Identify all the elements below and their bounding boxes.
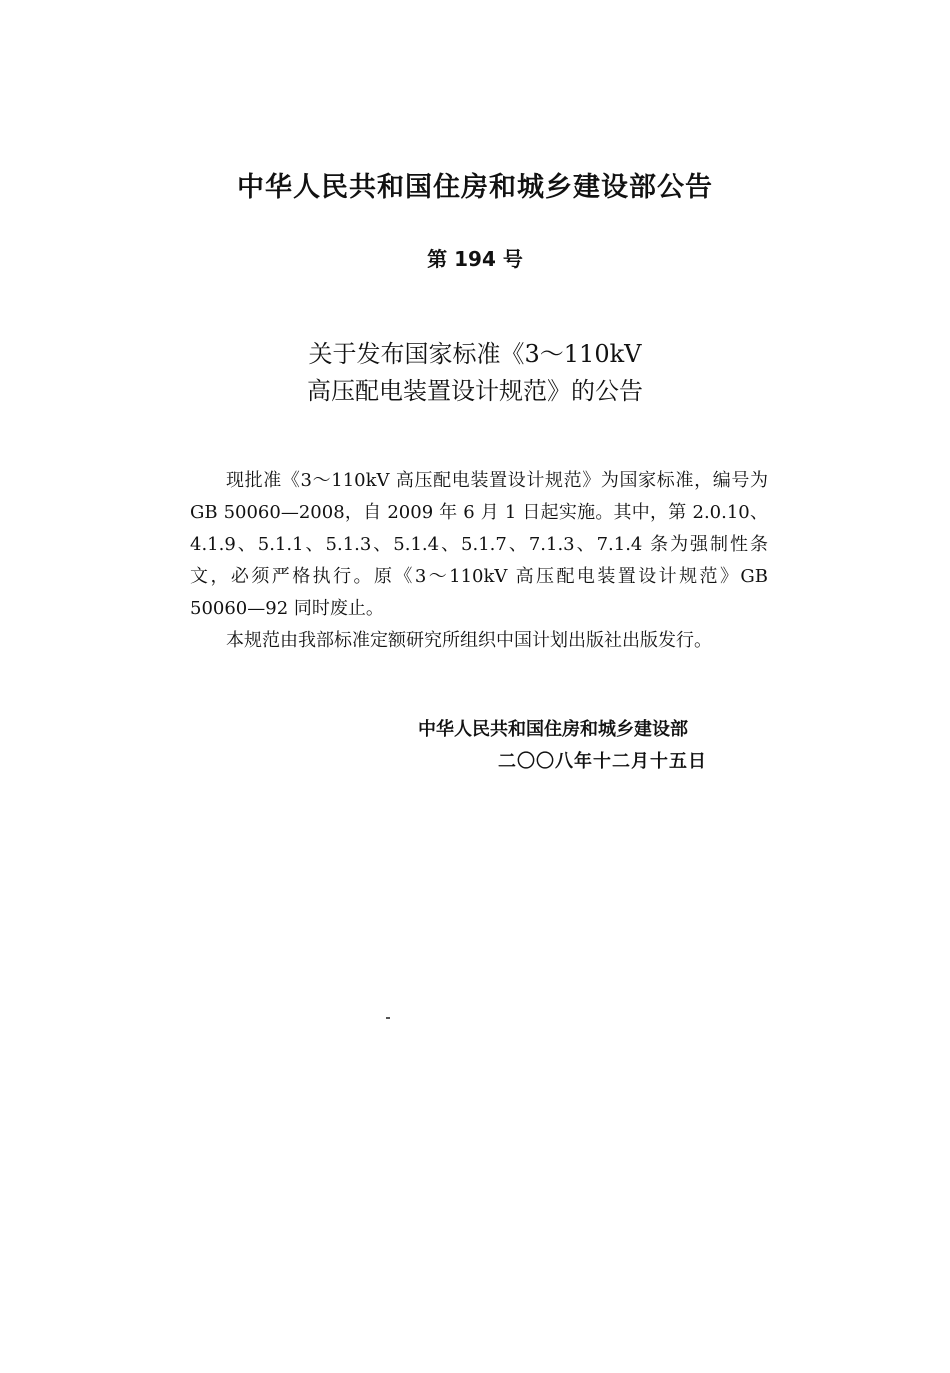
- signature-date: 二〇〇八年十二月十五日: [498, 751, 707, 772]
- subtitle-line-2: 高压配电装置设计规范》的公告: [307, 377, 643, 405]
- announcement-subtitle: [0, 336, 950, 410]
- announcement-number: 第 194 号: [427, 247, 523, 271]
- body-paragraph-1: 现批准《3～110kV 高压配电装置设计规范》为国家标准，编号为 GB 50060—2008，自 2009 年 6 月 1 日起实施。其中，第 2.0.10、4.1.9、5.1.1、5.1.3、5.1.4、5.1.7、7.1.3、7.1.4 条为强制性条文，必须严格执行。原《3～110kV 高压配电装置设计规范》GB 50060—92 同时废止。: [190, 470, 768, 619]
- scan-speck: [386, 1017, 390, 1019]
- announcement-title: 中华人民共和国住房和城乡建设部公告: [237, 172, 713, 203]
- subtitle-line-1: 关于发布国家标准《3～110kV: [308, 340, 642, 368]
- signature-organization: 中华人民共和国住房和城乡建设部: [418, 719, 688, 740]
- body-paragraph-2: 本规范由我部标准定额研究所组织中国计划出版社出版发行。: [226, 630, 712, 651]
- announcement-body: [190, 465, 768, 657]
